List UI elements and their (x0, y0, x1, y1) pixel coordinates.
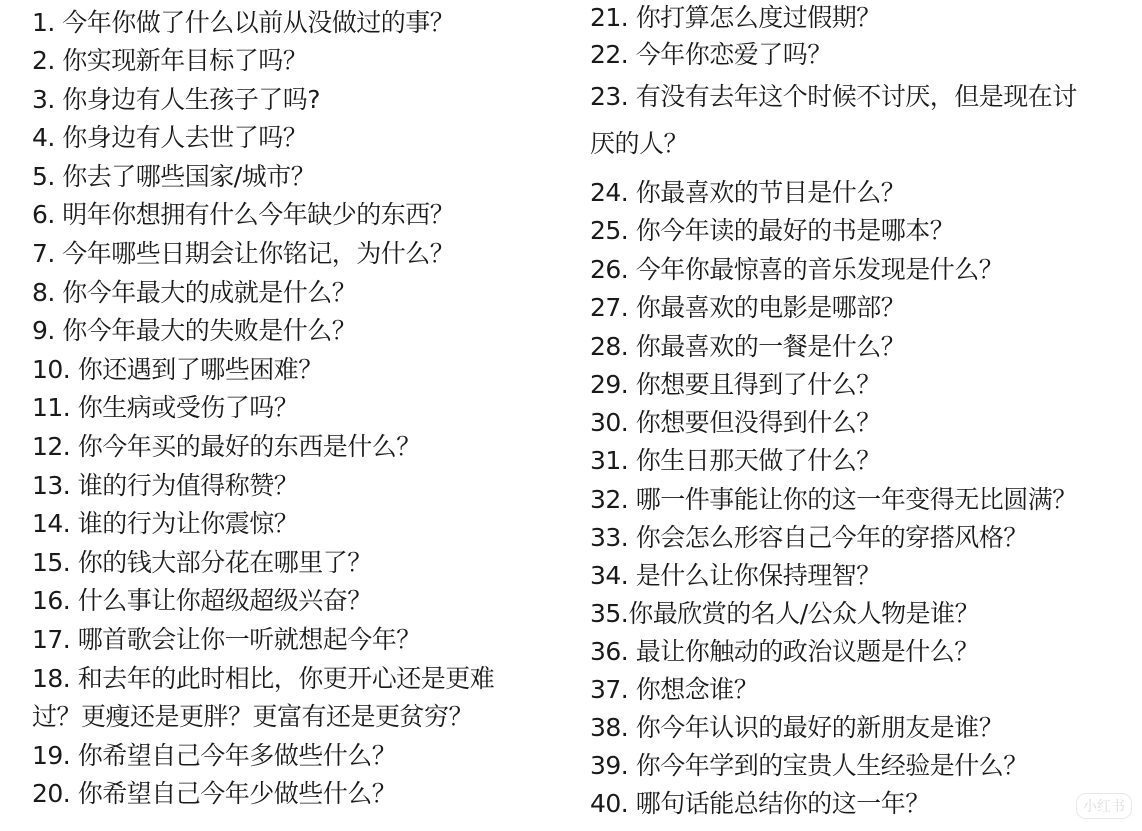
question-line: 3. 你身边有人生孩子了吗? (32, 85, 321, 114)
question-line: 28. 你最喜欢的一餐是什么？ (590, 332, 906, 361)
question-line: 6. 明年你想拥有什么今年缺少的东西？ (32, 200, 455, 229)
question-line: 8. 你今年最大的成就是什么？ (32, 278, 357, 307)
question-line: 23. 有没有去年这个时候不讨厌，但是现在讨 (590, 82, 1077, 111)
question-line: 20. 你希望自己今年少做些什么？ (32, 779, 397, 808)
question-line: 29. 你想要且得到了什么？ (590, 370, 881, 399)
watermark-logo: 小红书 (1076, 793, 1132, 819)
question-line: 31. 你生日那天做了什么？ (590, 446, 881, 475)
question-line: 27. 你最喜欢的电影是哪部？ (590, 293, 906, 322)
question-line: 11. 你生病或受伤了吗？ (32, 393, 299, 422)
question-line: 1. 今年你做了什么以前从没做过的事？ (32, 8, 455, 37)
question-line: 17. 哪首歌会让你一听就想起今年？ (32, 625, 421, 654)
question-line: 25. 你今年读的最好的书是哪本？ (590, 216, 955, 245)
question-line: 19. 你希望自己今年多做些什么？ (32, 741, 397, 770)
question-line: 7. 今年哪些日期会让你铭记，为什么？ (32, 239, 455, 268)
question-line: 21. 你打算怎么度过假期？ (590, 3, 881, 32)
question-line: 34. 是什么让你保持理智？ (590, 561, 881, 590)
question-line: 26. 今年你最惊喜的音乐发现是什么？ (590, 255, 1004, 284)
question-line: 16. 什么事让你超级超级兴奋？ (32, 586, 372, 615)
question-line: 2. 你实现新年目标了吗？ (32, 46, 308, 75)
question-line: 10. 你还遇到了哪些困难？ (32, 355, 323, 384)
question-line: 14. 谁的行为让你震惊？ (32, 509, 299, 538)
question-line: 9. 你今年最大的失败是什么？ (32, 316, 357, 345)
question-line: 厌的人？ (590, 129, 689, 158)
question-line: 13. 谁的行为值得称赞？ (32, 471, 299, 500)
question-line: 30. 你想要但没得到什么？ (590, 408, 881, 437)
question-line: 15. 你的钱大部分花在哪里了？ (32, 548, 372, 577)
question-line: 22. 今年你恋爱了吗？ (590, 40, 832, 69)
question-line: 37. 你想念谁？ (590, 675, 759, 704)
question-line: 32. 哪一件事能让你的这一年变得无比圆满？ (590, 485, 1077, 514)
question-line: 18. 和去年的此时相比，你更开心还是更难 (32, 664, 495, 693)
question-line: 5. 你去了哪些国家/城市？ (32, 162, 316, 191)
question-line: 39. 你今年学到的宝贵人生经验是什么？ (590, 751, 1028, 780)
question-line: 过？更瘦还是更胖？更富有还是更贫穷？ (32, 702, 474, 731)
question-line: 33. 你会怎么形容自己今年的穿搭风格？ (590, 523, 1028, 552)
question-line: 24. 你最喜欢的节目是什么？ (590, 178, 906, 207)
question-line: 38. 你今年认识的最好的新朋友是谁？ (590, 713, 1004, 742)
question-line: 40. 哪句话能总结你的这一年？ (590, 789, 930, 818)
question-line: 36. 最让你触动的政治议题是什么？ (590, 637, 979, 666)
question-line: 4. 你身边有人去世了吗？ (32, 123, 308, 152)
question-line: 35.你最欣赏的名人/公众人物是谁？ (590, 599, 980, 628)
question-line: 12. 你今年买的最好的东西是什么？ (32, 432, 421, 461)
